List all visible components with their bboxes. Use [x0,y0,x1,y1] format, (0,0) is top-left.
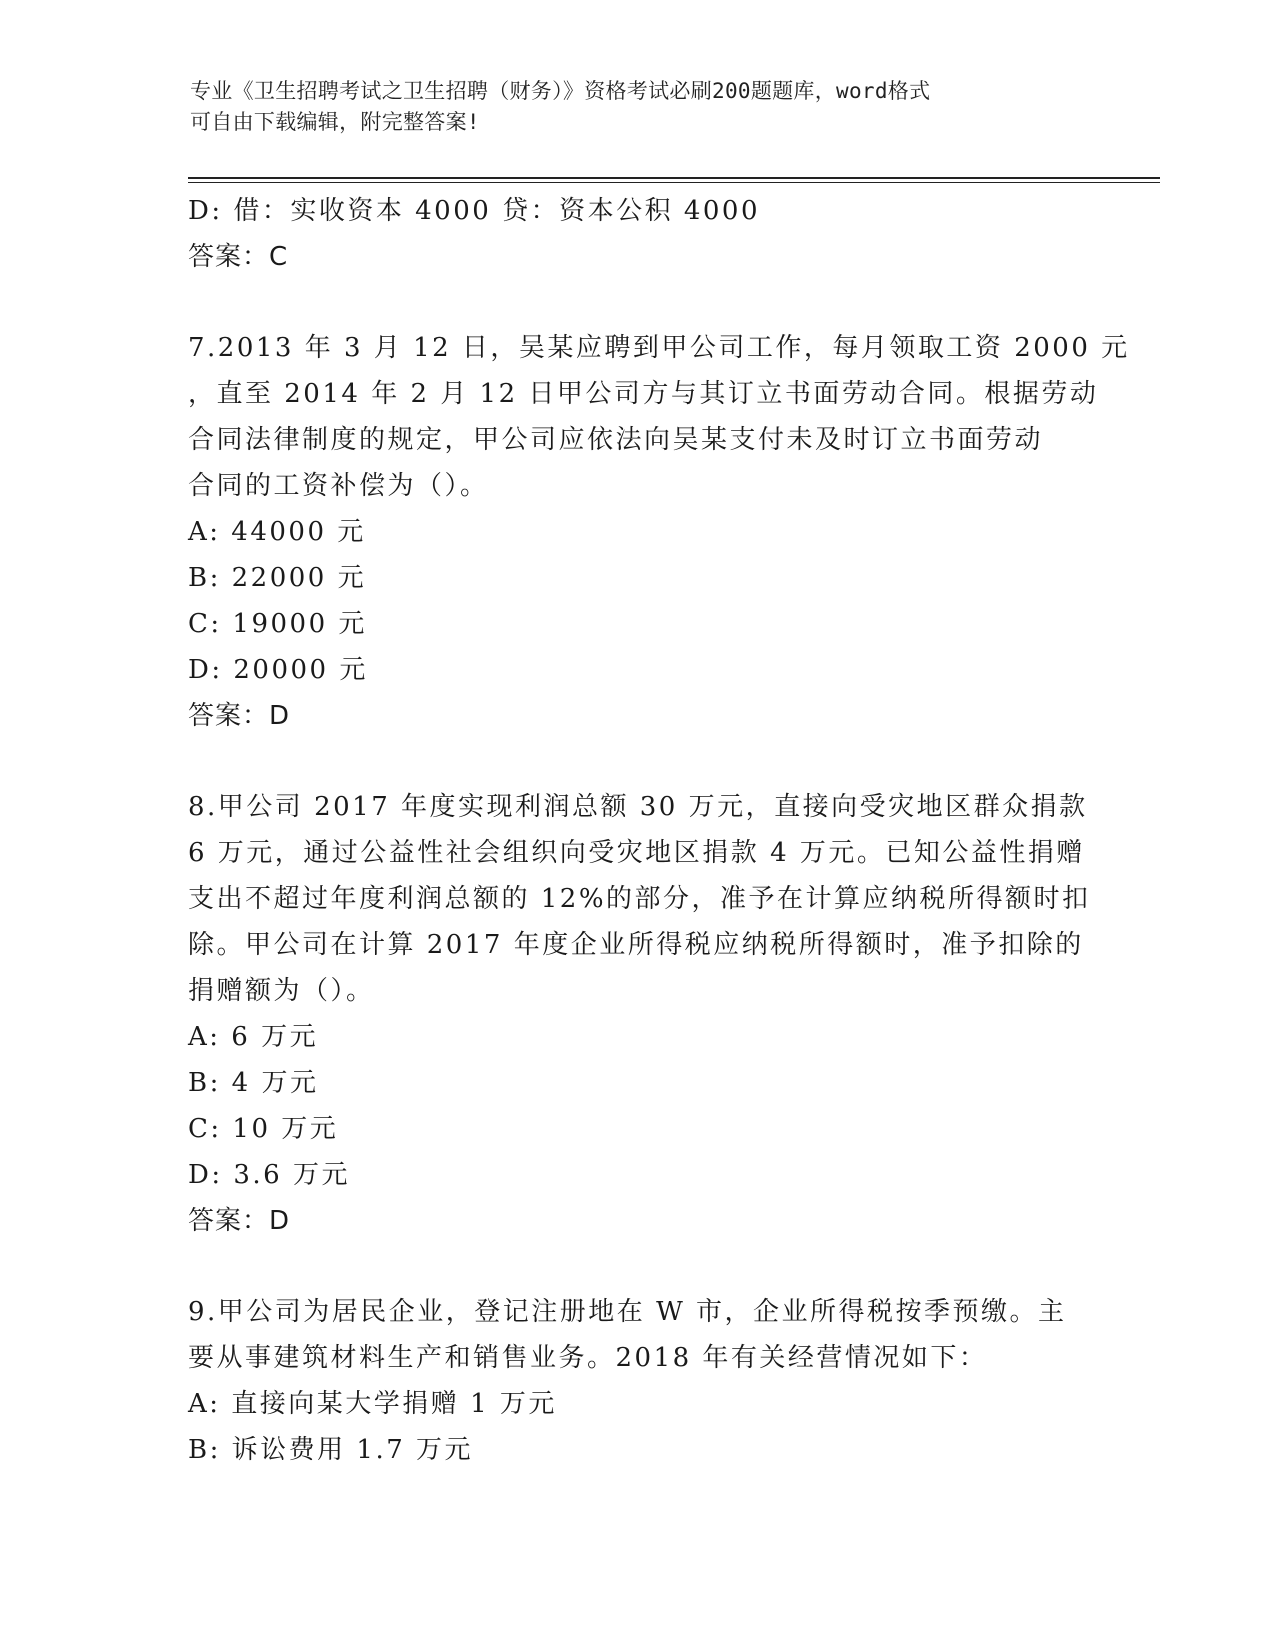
question-text-line: 7.2013 年 3 月 12 日，吴某应聘到甲公司工作，每月领取工资 2000 元 [188,333,1130,363]
question-text-line: 8.甲公司 2017 年度实现利润总额 30 万元，直接向受灾地区群众捐款 [188,792,1088,822]
option-d: D: 借：实收资本 4000 贷：资本公积 4000 [188,196,761,226]
option-a: A: 6 万元 [188,1022,319,1052]
option-d: D: 3.6 万元 [188,1160,350,1190]
question-text-line: 要从事建筑材料生产和销售业务。2018 年有关经营情况如下： [188,1343,988,1373]
question-text-line: 除。甲公司在计算 2017 年度企业所得税应纳税所得额时，准予扣除的 [188,930,1084,960]
header-divider-thin [188,182,1160,183]
question-7 [188,325,1130,739]
question-8 [188,784,1091,1244]
option-b: B: 诉讼费用 1.7 万元 [188,1435,474,1465]
header-divider-thick [188,177,1160,179]
option-a: A: 直接向某大学捐赠 1 万元 [188,1389,557,1419]
document-header [190,76,1090,138]
answer-line: 答案：C [188,242,289,272]
answer-line: 答案：D [188,1206,291,1236]
question-text-line: ，直至 2014 年 2 月 12 日甲公司方与其订立书面劳动合同。根据劳动 [188,379,1099,409]
question-text-line: 9.甲公司为居民企业，登记注册地在 W 市，企业所得税按季预缴。主 [188,1297,1067,1327]
document-body [188,188,1130,1473]
question-gap [188,280,1088,325]
question-text-line: 支出不超过年度利润总额的 12%的部分，准予在计算应纳税所得额时扣 [188,884,1091,914]
question-text-line: 捐赠额为（）。 [188,976,375,1006]
question-gap [188,1244,1088,1289]
question-gap [188,739,1088,784]
header-title-line-1: 专业《卫生招聘考试之卫生招聘（财务）》资格考试必刷200题题库，word格式 [190,79,931,103]
option-a: A: 44000 元 [188,517,366,547]
question-text-line: 合同法律制度的规定，甲公司应依法向吴某支付未及时订立书面劳动 [188,425,1044,455]
question-6-tail [188,188,1088,280]
option-b: B: 4 万元 [188,1068,319,1098]
header-title-line-2: 可自由下载编辑，附完整答案! [190,110,480,134]
option-d: D: 20000 元 [188,655,368,685]
question-9 [188,1289,1088,1473]
question-text-line: 合同的工资补偿为（）。 [188,471,489,501]
option-c: C: 19000 元 [188,609,367,639]
answer-line: 答案：D [188,701,291,731]
option-c: C: 10 万元 [188,1114,339,1144]
question-text-line: 6 万元，通过公益性社会组织向受灾地区捐款 4 万元。已知公益性捐赠 [188,838,1085,868]
option-b: B: 22000 元 [188,563,367,593]
